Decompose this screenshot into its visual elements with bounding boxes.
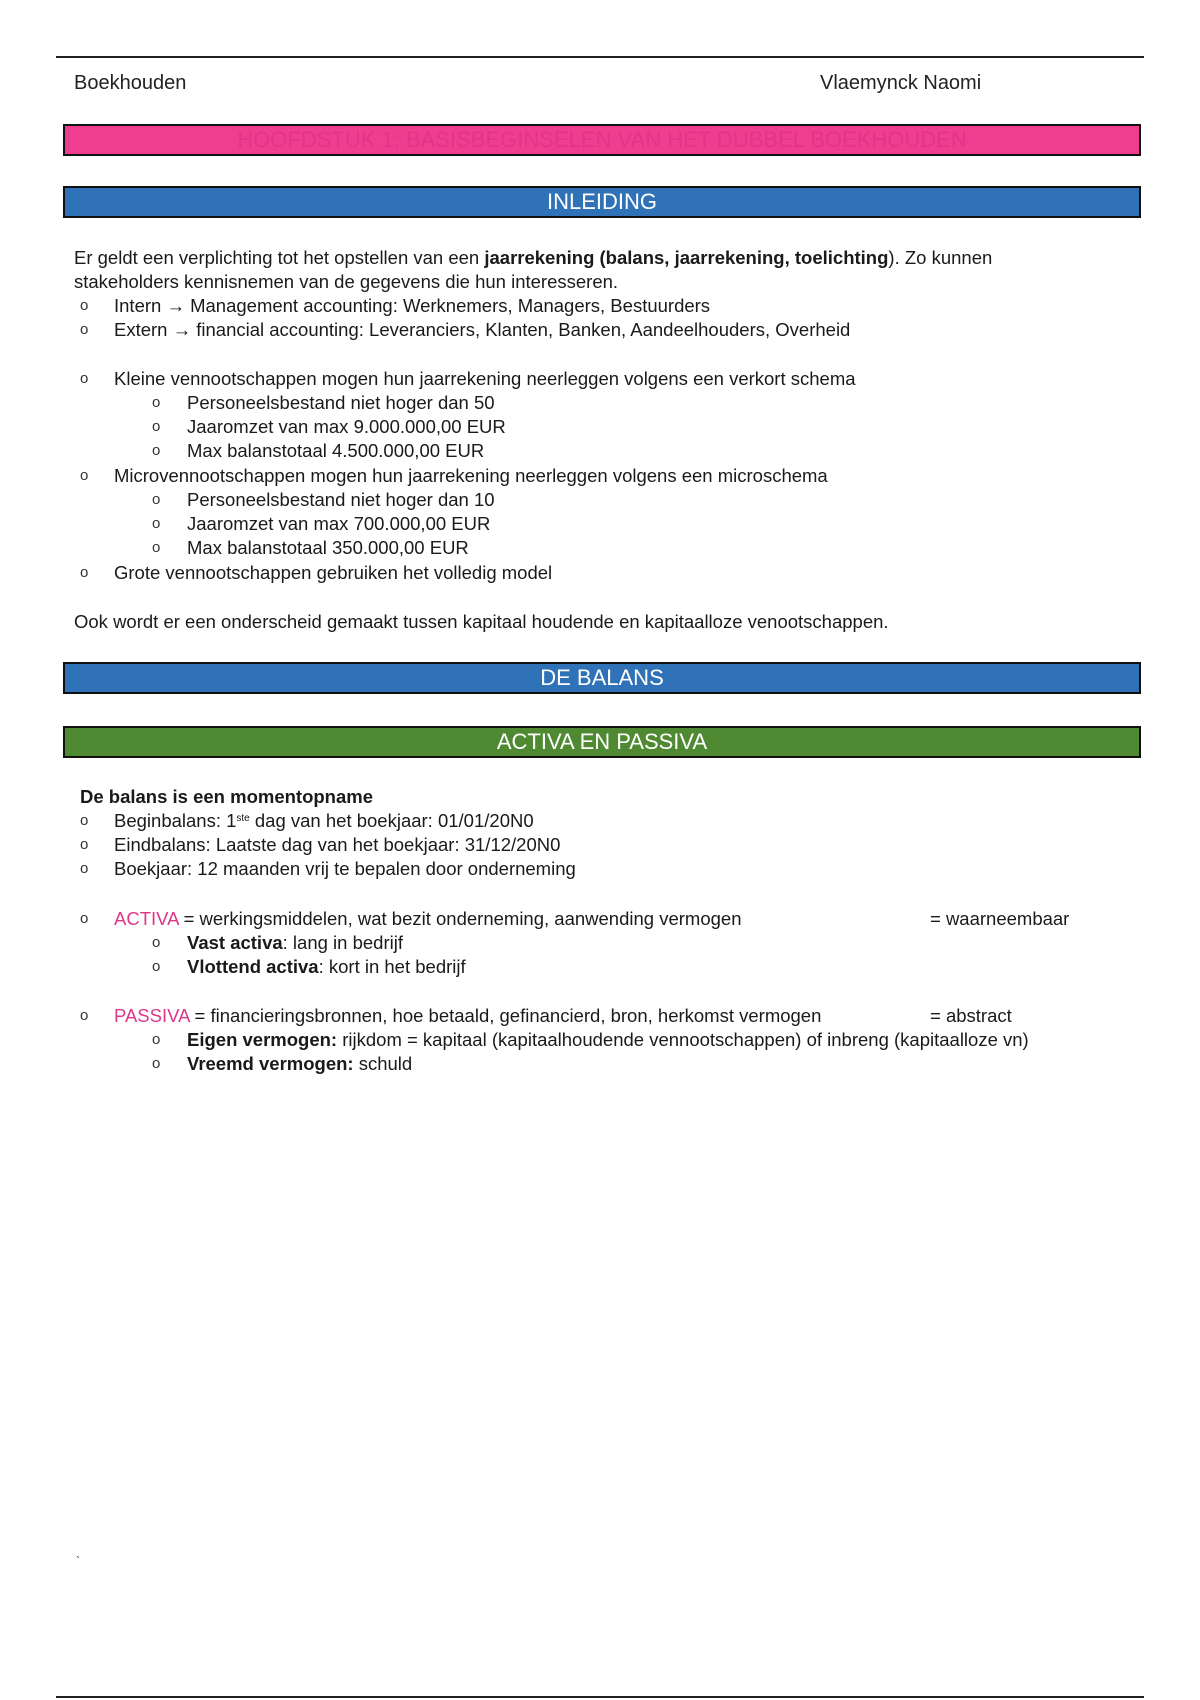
list-text: Kleine vennootschappen mogen hun jaarrekening neerleggen volgens een verkort schema [114, 368, 856, 389]
bullet: o [80, 812, 89, 829]
list-text [187, 955, 466, 979]
bullet: o [152, 491, 161, 508]
passiva-label: PASSIVA [114, 1005, 190, 1026]
vast-label: Vast activa [187, 932, 283, 953]
bullet: o [152, 515, 161, 532]
intro-text-end: ). Zo kunnen stakeholders kennisnemen van de gegevens die hun interesseren. [74, 247, 993, 292]
bullet: o [80, 370, 89, 387]
list-text [114, 1004, 821, 1028]
list-text: Jaaromzet van max 9.000.000,00 EUR [187, 416, 506, 437]
header-left: Boekhouden [74, 72, 187, 94]
list-text: Grote vennootschappen gebruiken het volledig model [114, 562, 553, 583]
bullet: o [152, 1055, 161, 1072]
bullet: o [80, 1007, 89, 1024]
bullet: o [80, 910, 89, 927]
section-activa-passiva: ACTIVA EN PASSIVA [63, 726, 1141, 758]
chapter-title: HOOFDSTUK 1: BASISBEGINSELEN VAN HET DUBBEL BOEKHOUDEN [63, 124, 1141, 156]
list-text: Jaaromzet van max 700.000,00 EUR [187, 513, 491, 534]
footer-mark: ` [76, 1554, 80, 1568]
vreemd-label: Vreemd vermogen: [187, 1053, 354, 1074]
list-text [187, 1028, 1029, 1052]
header-right: Vlaemynck Naomi [820, 72, 982, 94]
bullet: o [152, 958, 161, 975]
bullet: o [152, 394, 161, 411]
bullet: o [80, 860, 89, 877]
bullet: o [152, 418, 161, 435]
list-text: Extern → financial accounting: Leveranciers, Klanten, Banken, Aandeelhouders, Overheid [114, 319, 851, 340]
bullet: o [80, 297, 89, 314]
activa-definition: = werkingsmiddelen, wat bezit onderneming, aanwending vermogen [178, 908, 742, 929]
list-text: Max balanstotaal 350.000,00 EUR [187, 537, 469, 558]
bullet: o [80, 467, 89, 484]
balans-heading-text: De balans is een momentopname [80, 786, 374, 807]
list-text: Personeelsbestand niet hoger dan 50 [187, 392, 495, 413]
activa-note: = waarneembaar [930, 908, 1070, 929]
section-inleiding: INLEIDING [63, 186, 1141, 218]
bullet: o [80, 564, 89, 581]
intro-text-bold: jaarrekening (balans, jaarrekening, toelichting [484, 247, 889, 268]
begin-text-b: dag van het boekjaar: 01/01/20N0 [249, 810, 534, 831]
list-text [187, 1052, 412, 1076]
onderscheid-paragraph: Ook wordt er een onderscheid gemaakt tussen kapitaal houdende en kapitaalloze venootschappen. [74, 611, 889, 632]
section-de-balans: DE BALANS [63, 662, 1141, 694]
list-text: Boekjaar: 12 maanden vrij te bepalen door onderneming [114, 858, 576, 879]
vreemd-text: schuld [353, 1053, 413, 1074]
bullet: o [152, 1031, 161, 1048]
begin-text-a: Beginbalans: 1 [114, 810, 237, 831]
list-text [114, 907, 741, 931]
intro-paragraph [74, 246, 1084, 294]
list-text [187, 931, 403, 955]
activa-label: ACTIVA [114, 908, 179, 929]
vast-text: : lang in bedrijf [282, 932, 403, 953]
list-text: Eindbalans: Laatste dag van het boekjaar: 31/12/20N0 [114, 834, 561, 855]
list-text [114, 809, 534, 833]
list-text: Microvennootschappen mogen hun jaarrekening neerleggen volgens een microschema [114, 465, 828, 486]
bullet: o [80, 836, 89, 853]
passiva-note: = abstract [930, 1005, 1012, 1026]
list-text: Max balanstotaal 4.500.000,00 EUR [187, 440, 485, 461]
vlottend-label: Vlottend activa [187, 956, 319, 977]
eigen-text: rijkdom = kapitaal (kapitaalhoudende vennootschappen) of inbreng (kapitaalloze vn) [337, 1029, 1029, 1050]
intro-text-start: Er geldt een verplichting tot het opstellen van een [74, 247, 485, 268]
list-text: Intern → Management accounting: Werknemers, Managers, Bestuurders [114, 295, 711, 316]
list-text: Personeelsbestand niet hoger dan 10 [187, 489, 495, 510]
vlottend-text: : kort in het bedrijf [318, 956, 466, 977]
bottom-rule [56, 1696, 1144, 1698]
eigen-label: Eigen vermogen: [187, 1029, 338, 1050]
top-rule [56, 56, 1144, 58]
bullet: o [152, 934, 161, 951]
passiva-definition: = financieringsbronnen, hoe betaald, gefinancierd, bron, herkomst vermogen [189, 1005, 822, 1026]
bullet: o [152, 442, 161, 459]
begin-superscript: ste [236, 813, 250, 824]
balans-heading [80, 785, 373, 809]
bullet: o [80, 321, 89, 338]
bullet: o [152, 539, 161, 556]
